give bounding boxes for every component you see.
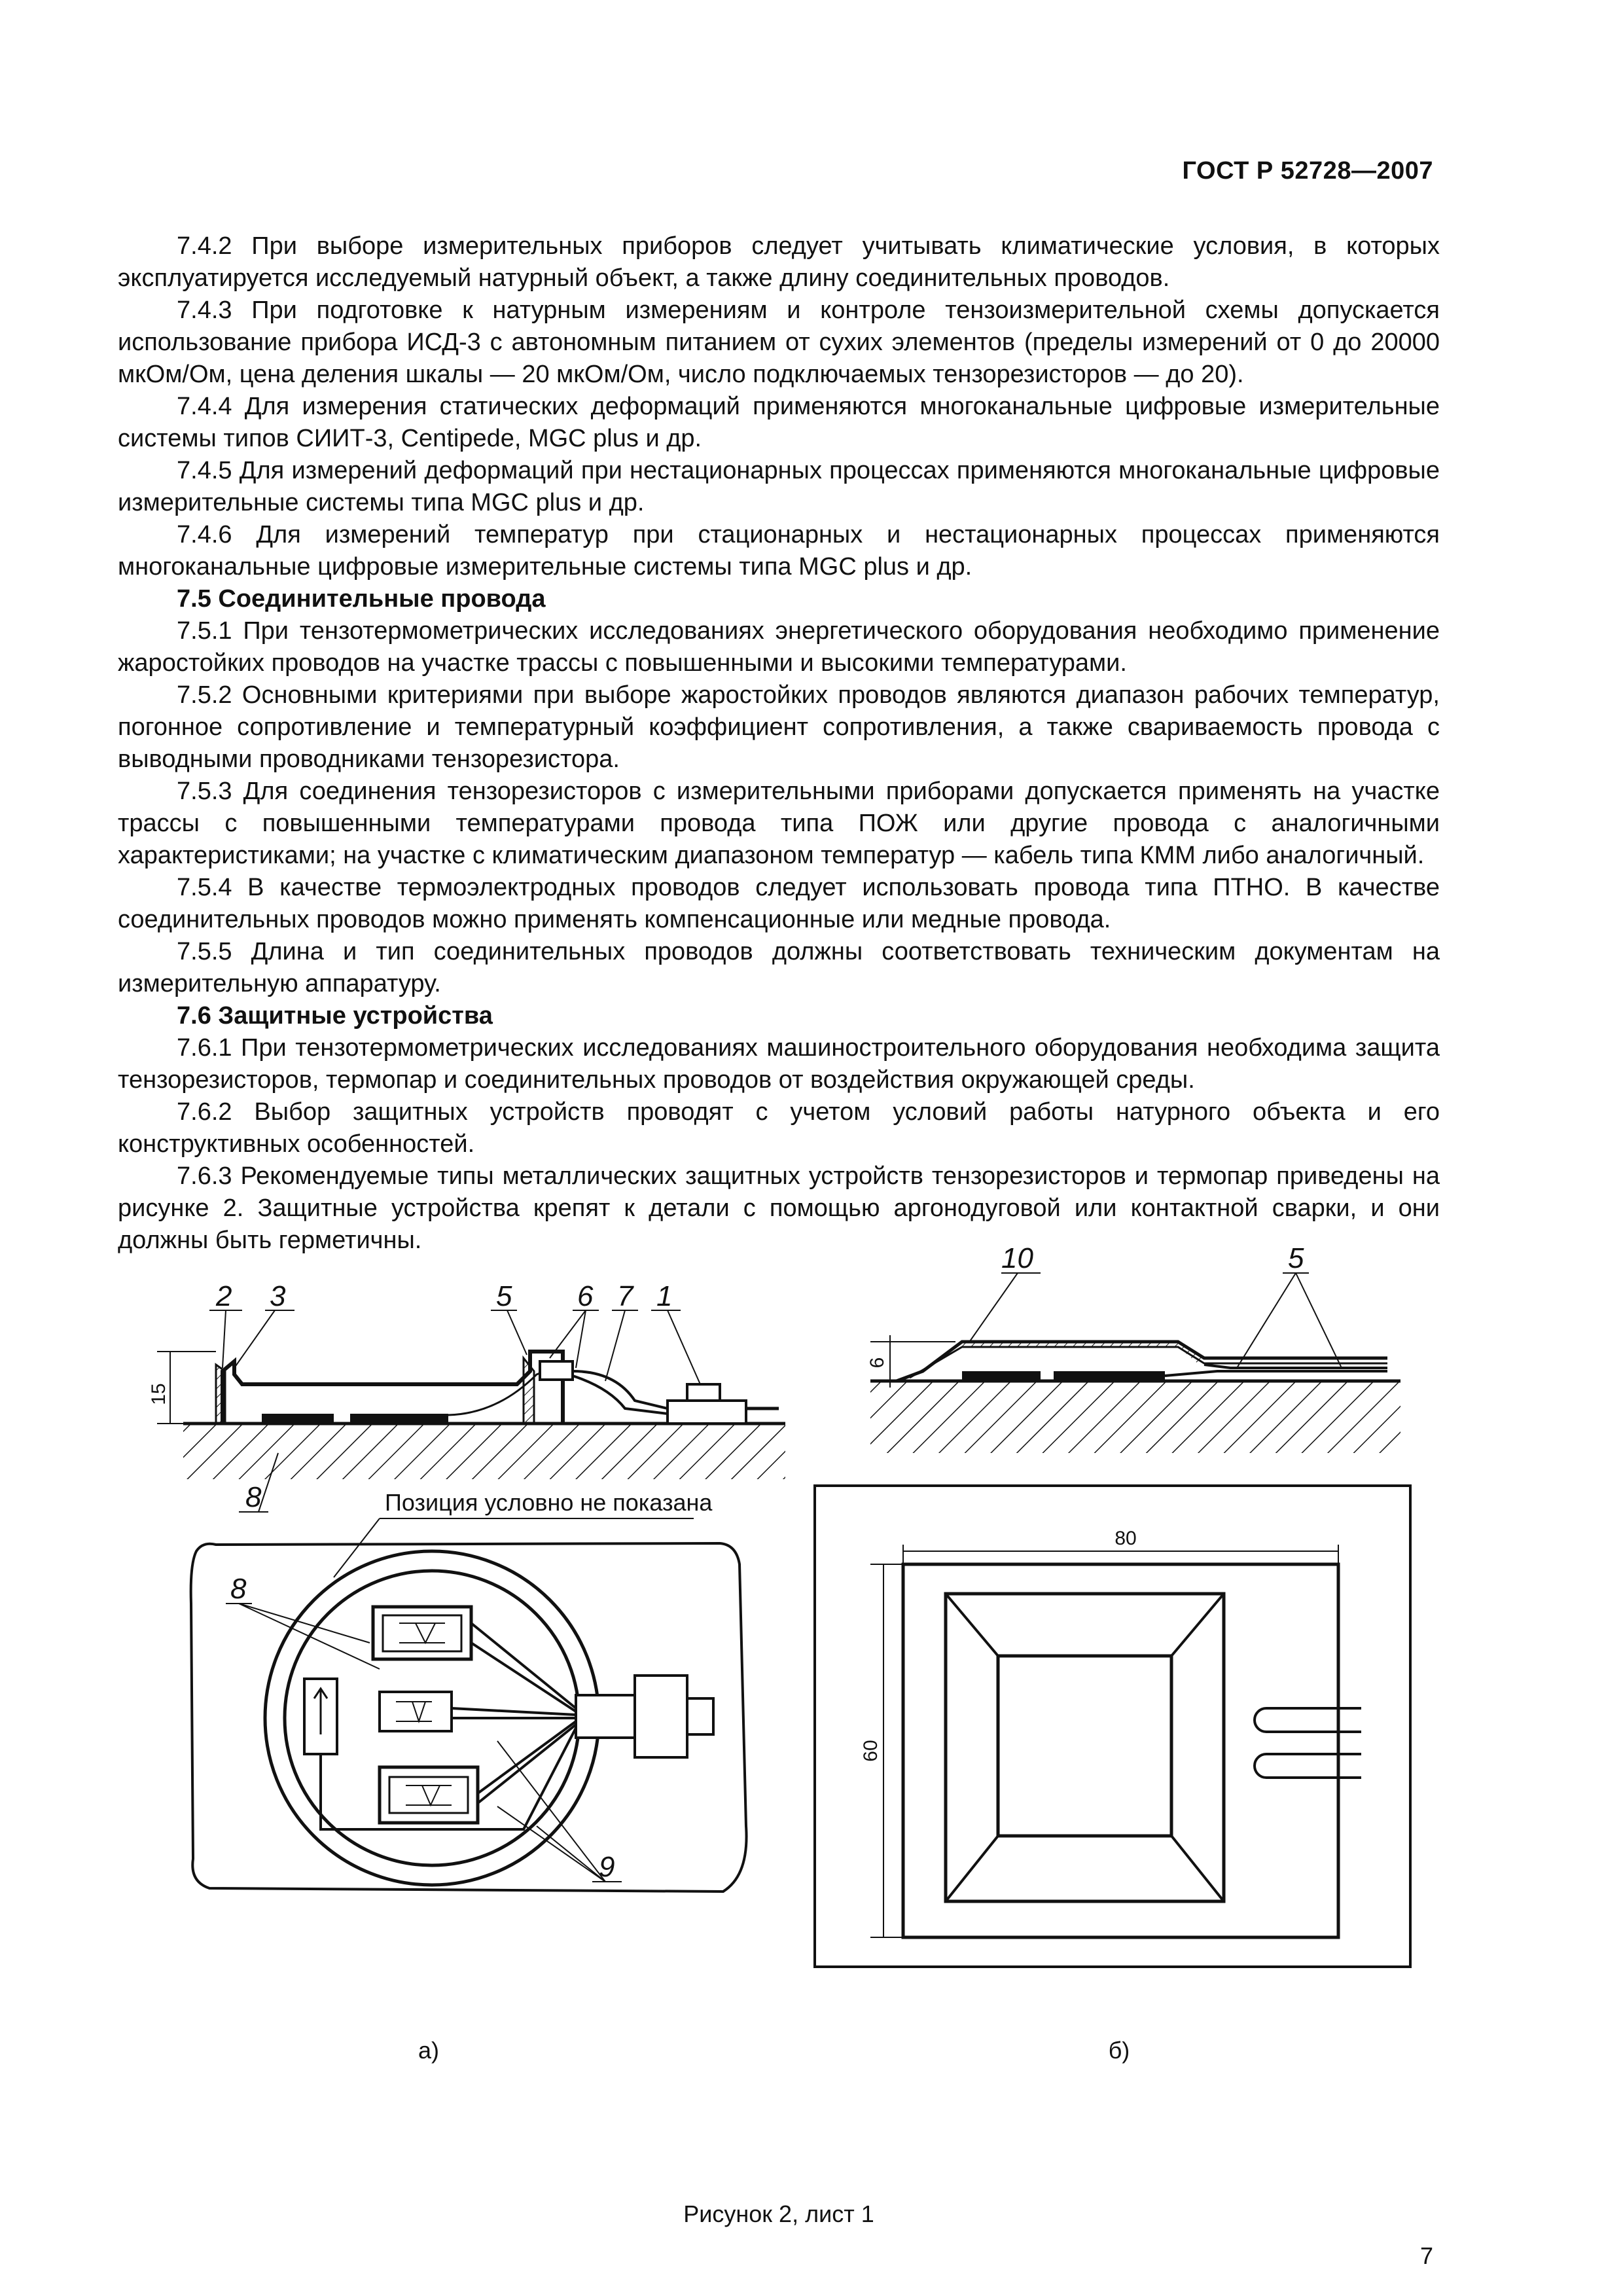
connecting-wire-2 [573, 1376, 668, 1414]
paragraph-7-5-4: 7.5.4 В качестве термоэлектродных проводов следует использовать провода типа ПТНО. В качестве соединительных проводов можно применять компенсационные или медные провода. [118, 874, 1440, 933]
protective-cap-1 [223, 1352, 563, 1424]
dim-label-15: 15 [148, 1383, 169, 1405]
section-heading-7-6: 7.6 Защитные устройства [177, 1002, 493, 1030]
leader-10 [969, 1273, 1018, 1343]
leader-5b-a [1237, 1273, 1296, 1368]
callout-4: 5 [496, 1280, 512, 1312]
leader-9b [497, 1806, 605, 1882]
page-number: 7 [1419, 2242, 1433, 2269]
gauge-lead-wire [448, 1368, 553, 1415]
callout-6: 7 [617, 1280, 633, 1312]
leader-7 [668, 1310, 700, 1384]
leader-4 [507, 1310, 527, 1355]
flat-cap-plan-mid [946, 1594, 1224, 1901]
callout-3: 3 [270, 1280, 286, 1312]
dim-label-80: 80 [1115, 1528, 1137, 1549]
paragraph-7-6-3: 7.6.3 Рекомендуемые типы металлических защитных устройств тензорезисторов и термопар приведены на рисунке 2. Защитные устройства крепят к детали с помощью аргонодуговой или контактной сварки, и они должны быть герметичны. [118, 1162, 1440, 1254]
leader-3 [234, 1310, 275, 1368]
paragraph-7-5-3: 7.5.3 Для соединения тензорезисторов с измерительными приборами допускается применять на участке трассы с повышенными температурами провода типа ПОЖ или другие провода с аналогичными характеристиками; на участке с климатическим диапазоном температур — кабель типа КММ либо аналогичный. [118, 778, 1440, 869]
gauge-top [383, 1615, 461, 1651]
paragraph-7-6-2: 7.6.2 Выбор защитных устройств проводят с учетом условий работы натурного объекта и его конструктивных особенностей. [118, 1098, 1440, 1158]
leader-2 [223, 1310, 226, 1368]
label-a: а) [418, 2037, 440, 2064]
paragraph-7-4-6: 7.4.6 Для измерений температур при стационарных и нестационарных процессах применяются многоканальные цифровые измерительные системы типа MGC plus и др. [118, 521, 1440, 581]
paragraph-7-6-1: 7.6.1 При тензотермометрических исследованиях машиностроительного оборудования необходима защита тензорезисторов, термопар и соединительных проводов от воздействия окружающей среды. [118, 1034, 1440, 1094]
figure-drawing [118, 1237, 1440, 2173]
callout-10: 10 [1001, 1242, 1033, 1274]
cable-outlet-end [687, 1698, 713, 1734]
strain-gauge-b-left [962, 1371, 1041, 1380]
flat-cap-plan-inner [998, 1656, 1171, 1836]
leader-5b-b [1296, 1273, 1342, 1368]
terminal-block-top [687, 1384, 720, 1401]
strain-gauge-left [262, 1414, 334, 1423]
leader-5a [550, 1310, 586, 1358]
view-b-plan [815, 1486, 1410, 2064]
chamfer-tr [1171, 1594, 1224, 1656]
label-b: б) [1108, 2037, 1130, 2064]
gauge-bottom [389, 1777, 468, 1813]
base-part-hatch [183, 1424, 785, 1479]
callout-5-b: 5 [1288, 1242, 1304, 1274]
base-part-hatch-b [870, 1381, 1400, 1453]
chamfer-bl [946, 1836, 998, 1901]
view-a-section [148, 1280, 785, 1513]
cap-wall-left [216, 1365, 225, 1424]
chamfer-tl [946, 1594, 998, 1656]
chamfer-br [1171, 1836, 1224, 1901]
view-b-section [866, 1242, 1400, 1453]
callout-2: 2 [216, 1280, 232, 1312]
note-position-not-shown: Позиция условно не показана [385, 1489, 713, 1516]
paragraph-7-5-2: 7.5.2 Основными критериями при выборе жаростойких проводов являются диапазон рабочих температур, погонное сопротивление и температурный коэффициент сопротивления, а также свариваемость провода с выводными проводниками тензорезистора. [118, 681, 1440, 773]
figure-caption: Рисунок 2, лист 1 [683, 2200, 874, 2227]
lead-wire-b-2 [1204, 1365, 1387, 1368]
body-text [118, 230, 1440, 1257]
leader-8b [239, 1604, 380, 1669]
flat-cap-hatch [962, 1342, 1204, 1363]
lead-wire-b-1 [1165, 1371, 1387, 1376]
callout-9: 9 [599, 1851, 615, 1883]
dim-label-60: 60 [860, 1740, 882, 1762]
paragraph-7-5-5: 7.5.5 Длина и тип соединительных проводов должны соответствовать техническим документам на измерительную аппаратуру. [118, 938, 1440, 997]
section-heading-7-5: 7.5 Соединительные провода [177, 585, 546, 613]
callout-8: 8 [230, 1573, 247, 1605]
tube-outlet-1 [1255, 1708, 1361, 1732]
strain-gauge-b-right [1054, 1371, 1165, 1380]
cap-wall-right [524, 1358, 534, 1424]
callout-7: 1 [656, 1280, 673, 1312]
leader-6 [605, 1310, 625, 1381]
paragraph-7-4-5: 7.4.5 Для измерений деформаций при нестационарных процессах применяются многоканальные цифровые измерительные системы типа MGC plus и др. [118, 457, 1440, 516]
view-a-plan [191, 1489, 747, 2064]
leader-9c [537, 1826, 605, 1882]
callout-5: 6 [577, 1280, 594, 1312]
dim-label-6: 6 [866, 1357, 888, 1369]
figure-2-protective-devices [118, 1237, 1440, 2173]
paragraph-7-4-2: 7.4.2 При выборе измерительных приборов следует учитывать климатические условия, в которых эксплуатируется исследуемый натурный объект, а также длину соединительных проводов. [118, 232, 1440, 292]
leader-9a [497, 1741, 605, 1882]
document-id: ГОСТ Р 52728—2007 [1182, 157, 1433, 185]
terminal-block [668, 1401, 746, 1424]
paragraph-7-5-1: 7.5.1 При тензотермометрических исследованиях энергетического оборудования необходимо применение жаростойких проводов на участке трассы с повышенными и высокими температурами. [118, 617, 1440, 677]
leader-5b [576, 1310, 586, 1368]
paragraph-7-4-4: 7.4.4 Для измерения статических деформаций применяются многоканальные цифровые измерительные системы типов СИИТ-3, Centipede, MGC plus и др. [118, 393, 1440, 452]
callout-1: 8 [245, 1481, 262, 1513]
tube-outlet-2 [1255, 1754, 1361, 1778]
cable-outlet-nut [635, 1676, 687, 1757]
paragraph-7-4-3: 7.4.3 При подготовке к натурным измерениям и контроле тензоизмерительной схемы допускается использование прибора ИСД-3 с автономным питанием от сухих элементов (пределы измерений от 0 до 20000 мкОм/Ом, цена деления шкалы — 20 мкОм/Ом, число подключаемых тензорезисторов — до 20). [118, 296, 1440, 388]
wire-bushing [540, 1361, 573, 1380]
strain-gauge-right [350, 1414, 448, 1423]
